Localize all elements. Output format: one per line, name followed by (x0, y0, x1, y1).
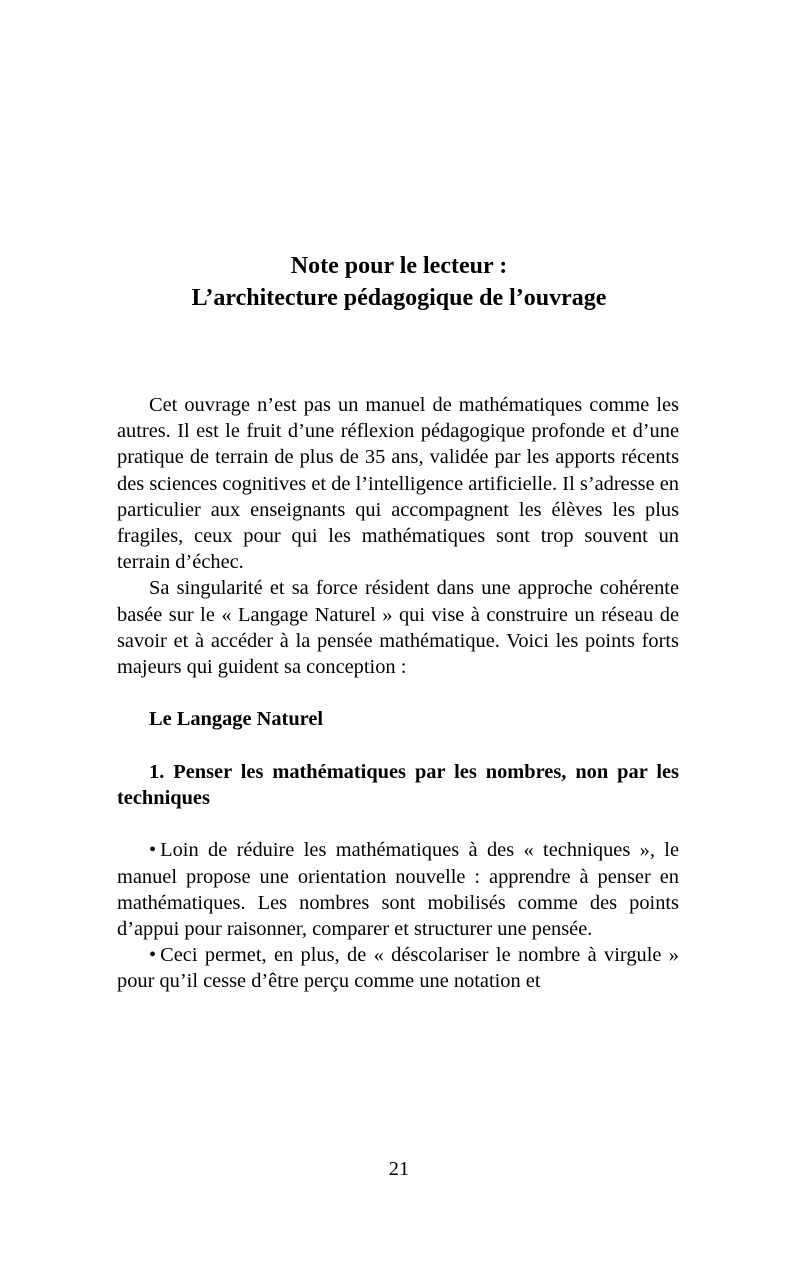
bullet-icon: • (149, 839, 157, 862)
title-line-2: L’architecture pédagogique de l’ouvrage (191, 285, 607, 311)
body-text (117, 392, 679, 995)
intro-paragraph: Cet ouvrage n’est pas un manuel de mathématiques comme les autres. Il est le fruit d’une réflexion pédagogique profonde et d’une pratique de terrain de plus de 35 ans, validée par les apports récents des sciences cognitives et de l’intelligence artificielle. Il s’adresse en particulier aux enseignants qui accompagnent les élèves les plus fragiles, ceux pour qui les mathématiques sont trop souvent un terrain d’échec. (117, 394, 679, 574)
approach-paragraph: Sa singularité et sa force résident dans une approche cohérente basée sur le « Langage Naturel » qui vise à construire un réseau de savoir et à accéder à la pensée mathématique. Voici les points forts majeurs qui guident sa conception : (117, 577, 679, 679)
page-number: 21 (388, 1158, 410, 1180)
bullet-icon: • (149, 944, 157, 967)
page-title (0, 250, 798, 314)
bullet-text-2: Ceci permet, en plus, de « déscolariser le nombre à virgule » pour qu’il cesse d’être perçu comme une notation et (117, 944, 679, 993)
bullet-item-2 (117, 942, 679, 994)
bullet-item-1 (117, 837, 679, 942)
section-heading: Le Langage Naturel (149, 708, 324, 731)
title-line-1: Note pour le lecteur : (290, 253, 508, 279)
bullet-text-1: Loin de réduire les mathématiques à des « techniques », le manuel propose une orientation nouvelle : apprendre à penser en mathématiques. Les nombres sont mobilisés comme des points d’appui pour raisonner, comparer et structurer une pensée. (117, 839, 679, 941)
subsection-heading: 1. Penser les mathématiques par les nombres, non par les techniques (117, 760, 679, 810)
